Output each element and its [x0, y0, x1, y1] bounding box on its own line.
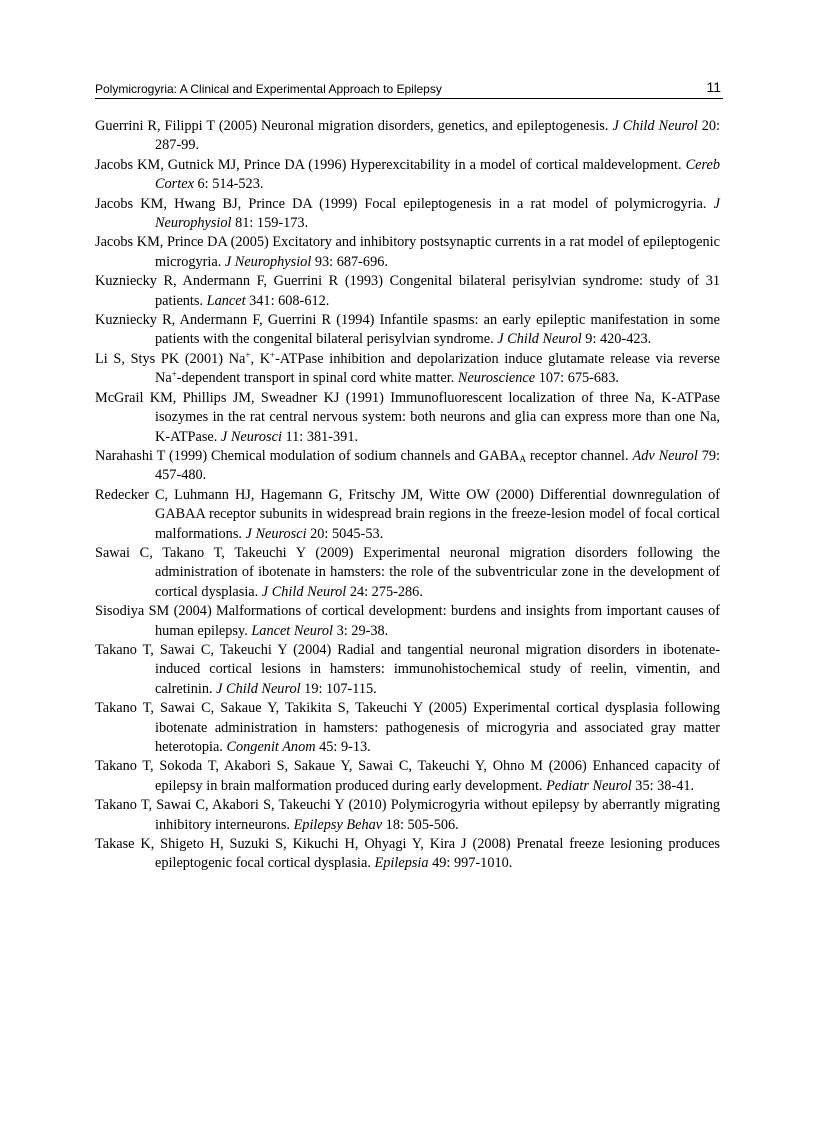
reference-item: Guerrini R, Filippi T (2005) Neuronal migration disorders, genetics, and epileptogenesis. J Child Neurol 20: 287-99. — [95, 118, 721, 154]
reference-item: McGrail KM, Phillips JM, Sweadner KJ (1991) Immunofluorescent localization of three Na, K-ATPase isozymes in the rat central nervous system: both neurons and glia can express more than one Na, K-ATPase. J Neurosci 11: 381-391. — [95, 389, 720, 445]
reference-item: Takano T, Sawai C, Takeuchi Y (2004) Radial and tangential neuronal migration disorders in ibotenate-induced cortical lesions in hamsters: immunohistochemical study of reelin, vimentin, and calretinin. J Child Neurol 19: 107-115. — [95, 641, 720, 697]
running-title: Polymicrogyria: A Clinical and Experimental Approach to Epilepsy — [95, 82, 442, 96]
reference-item: Takano T, Sawai C, Akabori S, Takeuchi Y (2010) Polymicrogyria without epilepsy by aberrantly migrating inhibitory interneurons. Epilepsy Behav 18: 505-506. — [95, 797, 720, 833]
journal-name: Epilepsia — [374, 855, 429, 872]
reference-item: Jacobs KM, Hwang BJ, Prince DA (1999) Focal epileptogenesis in a rat model of polymicrogyria. J Neurophysiol 81: 159-173. — [95, 195, 720, 232]
reference-item: Sisodiya SM (2004) Malformations of cortical development: burdens and insights from important causes of human epilepsy. Lancet Neurol 3: 29-38. — [95, 603, 720, 639]
journal-name: J Child Neurol — [497, 331, 582, 348]
journal-name: Neuroscience — [457, 370, 536, 387]
running-header — [95, 78, 723, 99]
journal-name: J Neurophysiol — [224, 253, 312, 270]
reference-item: Jacobs KM, Prince DA (2005) Excitatory and inhibitory postsynaptic currents in a rat model of epileptogenic microgyria. J Neurophysiol 93: 687-696. — [95, 234, 720, 270]
reference-list — [95, 117, 720, 874]
reference-item: Takase K, Shigeto H, Suzuki S, Kikuchi H, Ohyagi Y, Kira J (2008) Prenatal freeze lesioning produces epileptogenic focal cortical dysplasia. Epilepsia 49: 997-1010. — [95, 836, 720, 872]
journal-name: Congenit Anom — [226, 739, 316, 755]
reference-item: Kuzniecky R, Andermann F, Guerrini R (1994) Infantile spasms: an early epileptic manifestation in some patients with the congenital bilateral perisylvian syndrome. J Child Neurol 9: 420-423. — [95, 312, 720, 348]
reference-item: Jacobs KM, Gutnick MJ, Prince DA (1996) Hyperexcitability in a model of cortical maldevelopment. Cereb Cortex 6: 514-523. — [95, 156, 720, 193]
journal-name: J Child Neurol — [612, 118, 698, 134]
reference-item: Redecker C, Luhmann HJ, Hagemann G, Fritschy JM, Witte OW (2000) Differential downregulation of GABAA receptor subunits in widespread brain regions in the freeze-lesion model of focal cortical malformations. J Neurosci 20: 5045-53. — [95, 486, 720, 542]
journal-name: J Child Neurol — [261, 583, 347, 600]
reference-item: Narahashi T (1999) Chemical modulation of sodium channels and $GABA_A$ receptor channel. Adv Neurol 79: 457-480. — [95, 447, 720, 484]
reference-item: Sawai C, Takano T, Takeuchi Y (2009) Experimental neuronal migration disorders following the administration of ibotenate in hamsters: the role of the subventricular zone in the development of cortical dysplasia. J Child Neurol 24: 275-286. — [95, 544, 720, 600]
journal-name: J Neurophysiol — [155, 195, 720, 232]
journal-name: J Neurosci — [245, 525, 307, 542]
reference-item: Kuzniecky R, Andermann F, Guerrini R (1993) Congenital bilateral perisylvian syndrome: study of 31 patients. Lancet 341: 608-612. — [95, 273, 720, 309]
journal-name: J Child Neurol — [216, 680, 301, 697]
page-number: 11 — [706, 79, 721, 95]
reference-item: Takano T, Sawai C, Sakaue Y, Takikita S, Takeuchi Y (2005) Experimental cortical dysplasia following ibotenate administration in hamsters: pathogenesis of microgyria and associated gray matter heterotopia. Congenit Anom 45: 9-13. — [95, 700, 720, 755]
journal-name: Lancet Neurol — [251, 622, 334, 639]
journal-name: J Neurosci — [220, 428, 282, 445]
journal-name: Lancet — [206, 292, 246, 309]
reference-item: Li S, Stys PK (2001) Na+, K+-ATPase inhibition and depolarization induce glutamate release via reverse Na+-dependent transport in spinal cord white matter. Neuroscience 107: 675-683. — [95, 349, 720, 387]
journal-name: Cereb Cortex — [155, 156, 720, 193]
reference-item: Takano T, Sokoda T, Akabori S, Sakaue Y, Sawai C, Takeuchi Y, Ohno M (2006) Enhanced capacity of epilepsy in brain malformation produced during early development. Pediatr Neurol 35: 38-41. — [95, 758, 720, 794]
journal-name: Epilepsy Behav — [293, 816, 383, 833]
journal-name: Pediatr Neurol — [546, 777, 632, 794]
journal-name: Adv Neurol — [632, 447, 698, 464]
